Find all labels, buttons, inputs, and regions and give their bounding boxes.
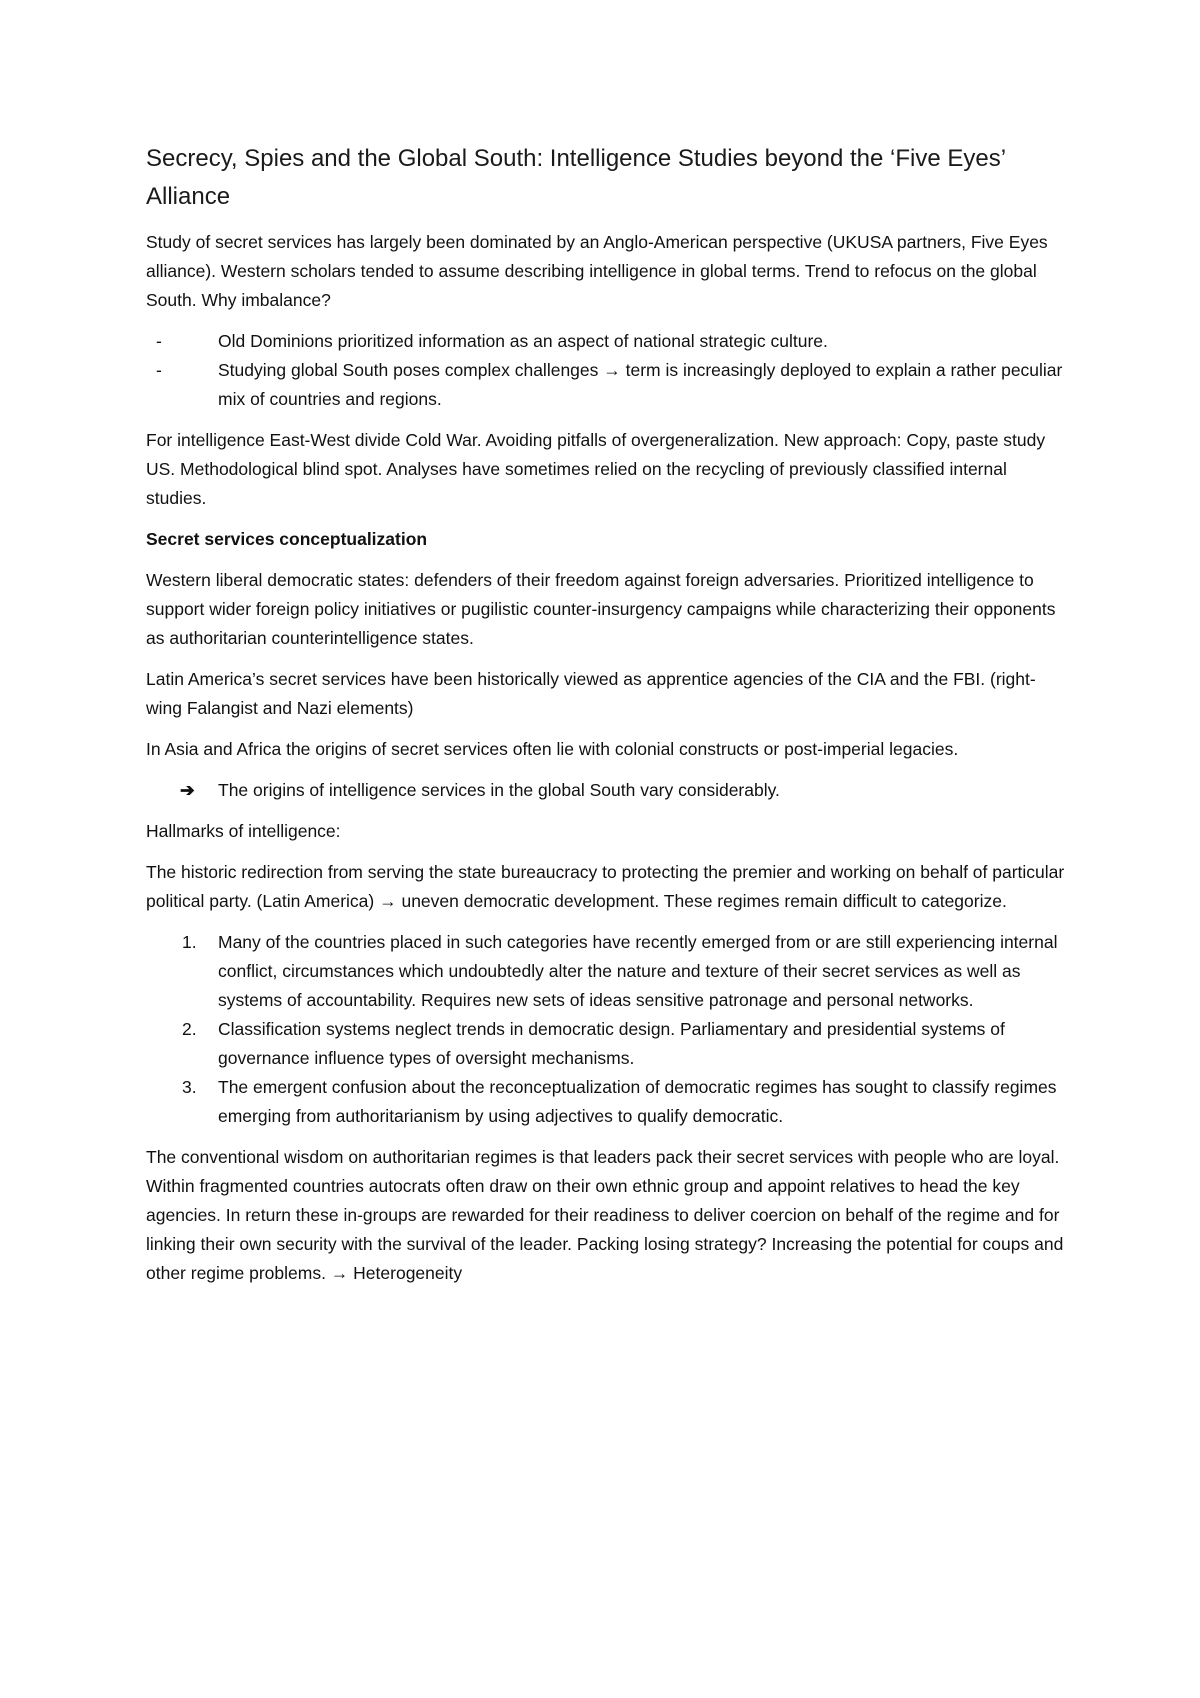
list-number: 2. <box>182 1019 197 1039</box>
latin-america-paragraph: Latin America’s secret services have been historically viewed as apprentice agencies of the CIA and the FBI. (right-wing Falangist and Nazi elements) <box>146 669 1036 718</box>
cold-war-paragraph: For intelligence East-West divide Cold War. Avoiding pitfalls of overgeneralization. New approach: Copy, paste study US. Methodological blind spot. Analyses have sometimes relied on the recycling of previously classified internal studies. <box>146 430 1046 508</box>
list-number: 3. <box>182 1077 197 1097</box>
list-item-text: Studying global South poses complex challenges → term is increasingly deployed to explain a rather peculiar mix of countries and regions. <box>218 360 1063 409</box>
list-item <box>146 1073 1070 1131</box>
intro-paragraph: Study of secret services has largely been dominated by an Anglo-American perspective (UKUSA partners, Five Eyes alliance). Western scholars tended to assume describing intelligence in global terms. Trend to refocus on the global South. Why imbalance? <box>146 232 1048 310</box>
document-title: Secrecy, Spies and the Global South: Intelligence Studies beyond the ‘Five Eyes’ Alliance <box>146 145 1006 210</box>
section-heading: Secret services conceptualization <box>146 529 428 549</box>
redirection-paragraph: The historic redirection from serving the state bureaucracy to protecting the premier and working on behalf of particular political party. (Latin America) → uneven democratic development. These regimes remain difficult to categorize. <box>146 862 1065 911</box>
arrow-right-icon: ➔ <box>180 780 195 800</box>
list-item <box>146 356 1070 414</box>
list-number: 1. <box>182 932 197 952</box>
dash-marker: - <box>156 360 162 380</box>
hallmarks-label: Hallmarks of intelligence: <box>146 821 341 841</box>
conventional-wisdom-paragraph: The conventional wisdom on authoritarian regimes is that leaders pack their secret services with people who are loyal. Within fragmented countries autocrats often draw on their own ethnic group and appoint relatives to head the key agencies. In return these in-groups are rewarded for their readiness to deliver coercion on behalf of the regime and for linking their own security with the survival of the leader. Packing losing strategy? Increasing the potential for coups and other regime problems. → Heterogeneity <box>146 1147 1064 1283</box>
list-item <box>146 327 1070 356</box>
list-item <box>146 1015 1070 1073</box>
dash-marker: - <box>156 331 162 351</box>
numbered-list <box>146 928 1070 1131</box>
asia-africa-paragraph: In Asia and Africa the origins of secret services often lie with colonial constructs or post-imperial legacies. <box>146 739 959 759</box>
list-item-text: The emergent confusion about the reconceptualization of democratic regimes has sought to classify regimes emerging from authoritarianism by using adjectives to qualify democratic. <box>218 1077 1057 1126</box>
list-item-text: Classification systems neglect trends in democratic design. Parliamentary and presidential systems of governance influence types of oversight mechanisms. <box>218 1019 1005 1068</box>
arrow-bullet-item <box>146 776 1070 805</box>
list-item-text: Old Dominions prioritized information as an aspect of national strategic culture. <box>218 331 828 351</box>
list-item <box>146 928 1070 1015</box>
western-paragraph: Western liberal democratic states: defenders of their freedom against foreign adversaries. Prioritized intelligence to support wider foreign policy initiatives or pugilistic counter-insurgency campaigns while characterizing their opponents as authoritarian counterintelligence states. <box>146 570 1056 648</box>
document-page <box>146 140 1070 1300</box>
dash-list <box>146 327 1070 414</box>
arrow-item-text: The origins of intelligence services in the global South vary considerably. <box>218 780 780 800</box>
list-item-text: Many of the countries placed in such categories have recently emerged from or are still experiencing internal conflict, circumstances which undoubtedly alter the nature and texture of their secret services as well as systems of accountability. Requires new sets of ideas sensitive patronage and personal networks. <box>218 932 1058 1010</box>
